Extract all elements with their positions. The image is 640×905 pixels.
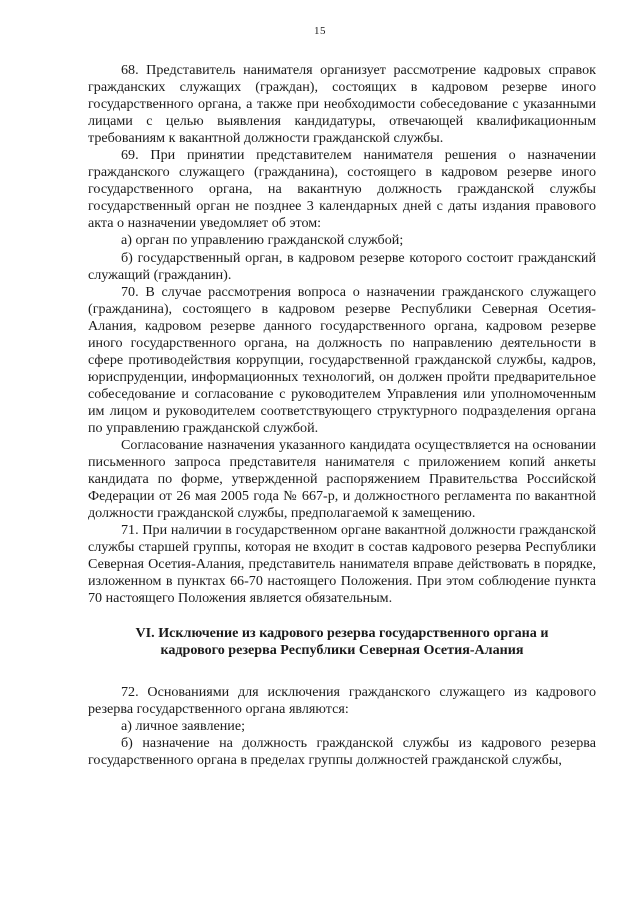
- section-heading-line-1: VI. Исключение из кадрового резерва государственного органа и: [135, 624, 549, 641]
- section-vi-body: [88, 684, 596, 769]
- document-body: [88, 62, 596, 769]
- paragraph-69-item-b: б) государственный орган, в кадровом резерве которого состоит гражданский служащий (гражданин).: [88, 249, 596, 283]
- paragraph-72-item-b: б) назначение на должность гражданской службы из кадрового резерва государственного органа в пределах группы должностей гражданской службы,: [88, 734, 596, 768]
- paragraph-71: 71. При наличии в государственном органе вакантной должности гражданской службы старшей группы, которая не входит в состав кадрового резерва Республики Северная Осетия-Алания, представитель нанимателя вправе действовать в порядке, изложенном в пунктах 66-70 настоящего Положения. При этом соблюдение пункта 70 настоящего Положения является обязательным.: [88, 522, 596, 607]
- section-heading-line-2: кадрового резерва Республики Северная Осетия-Алания: [160, 642, 524, 658]
- page-number: 15: [314, 25, 326, 37]
- paragraph-72: 72. Основаниями для исключения гражданского служащего из кадрового резерва государственного органа являются:: [88, 683, 596, 717]
- paragraph-70-approval: Согласование назначения указанного кандидата осуществляется на основании письменного запроса представителя нанимателя с приложением копий анкеты кандидата по форме, утвержденной распоряжением Правительства Российской Федерации от 26 мая 2005 года № 667-р, и должностного регламента по вакантной должности гражданской службы, предполагаемой к замещению.: [88, 437, 596, 522]
- paragraph-69: 69. При принятии представителем нанимателя решения о назначении гражданского служащего (гражданина), состоящего в кадровом резерве иного государственного органа, на вакантную должность гражданской службы государственный орган не позднее 3 календарных дней с даты издания правового акта о назначении уведомляет об этом:: [88, 147, 596, 232]
- section-heading: [88, 625, 596, 660]
- paragraph-70: 70. В случае рассмотрения вопроса о назначении гражданского служащего (гражданина), состоящего в кадровом резерве Республики Северная Осетия-Алания, кадровом резерве данного государственного органа, кадровом резерве иного государственного органа, на должность по направлению деятельности в сфере противодействия коррупции, государственной гражданской службы, кадров, юриспруденции, информационных технологий, он должен пройти предварительное собеседование и согласование с руководителем Управления или уполномоченным им лицом и руководителем соответствующего структурного подразделения органа по управлению гражданской службой.: [88, 283, 596, 436]
- paragraph-68: 68. Представитель нанимателя организует рассмотрение кадровых справок гражданских служащих (граждан), состоящих в кадровом резерве иного государственного органа, а также при необходимости собеседование с указанными лицами с целью выявления кандидатуры, отвечающей квалификационным требованиям к вакантной должности гражданской службы.: [88, 62, 596, 147]
- paragraph-69-item-a: а) орган по управлению гражданской службой;: [121, 232, 404, 249]
- paragraph-72-item-a: а) личное заявление;: [121, 717, 245, 734]
